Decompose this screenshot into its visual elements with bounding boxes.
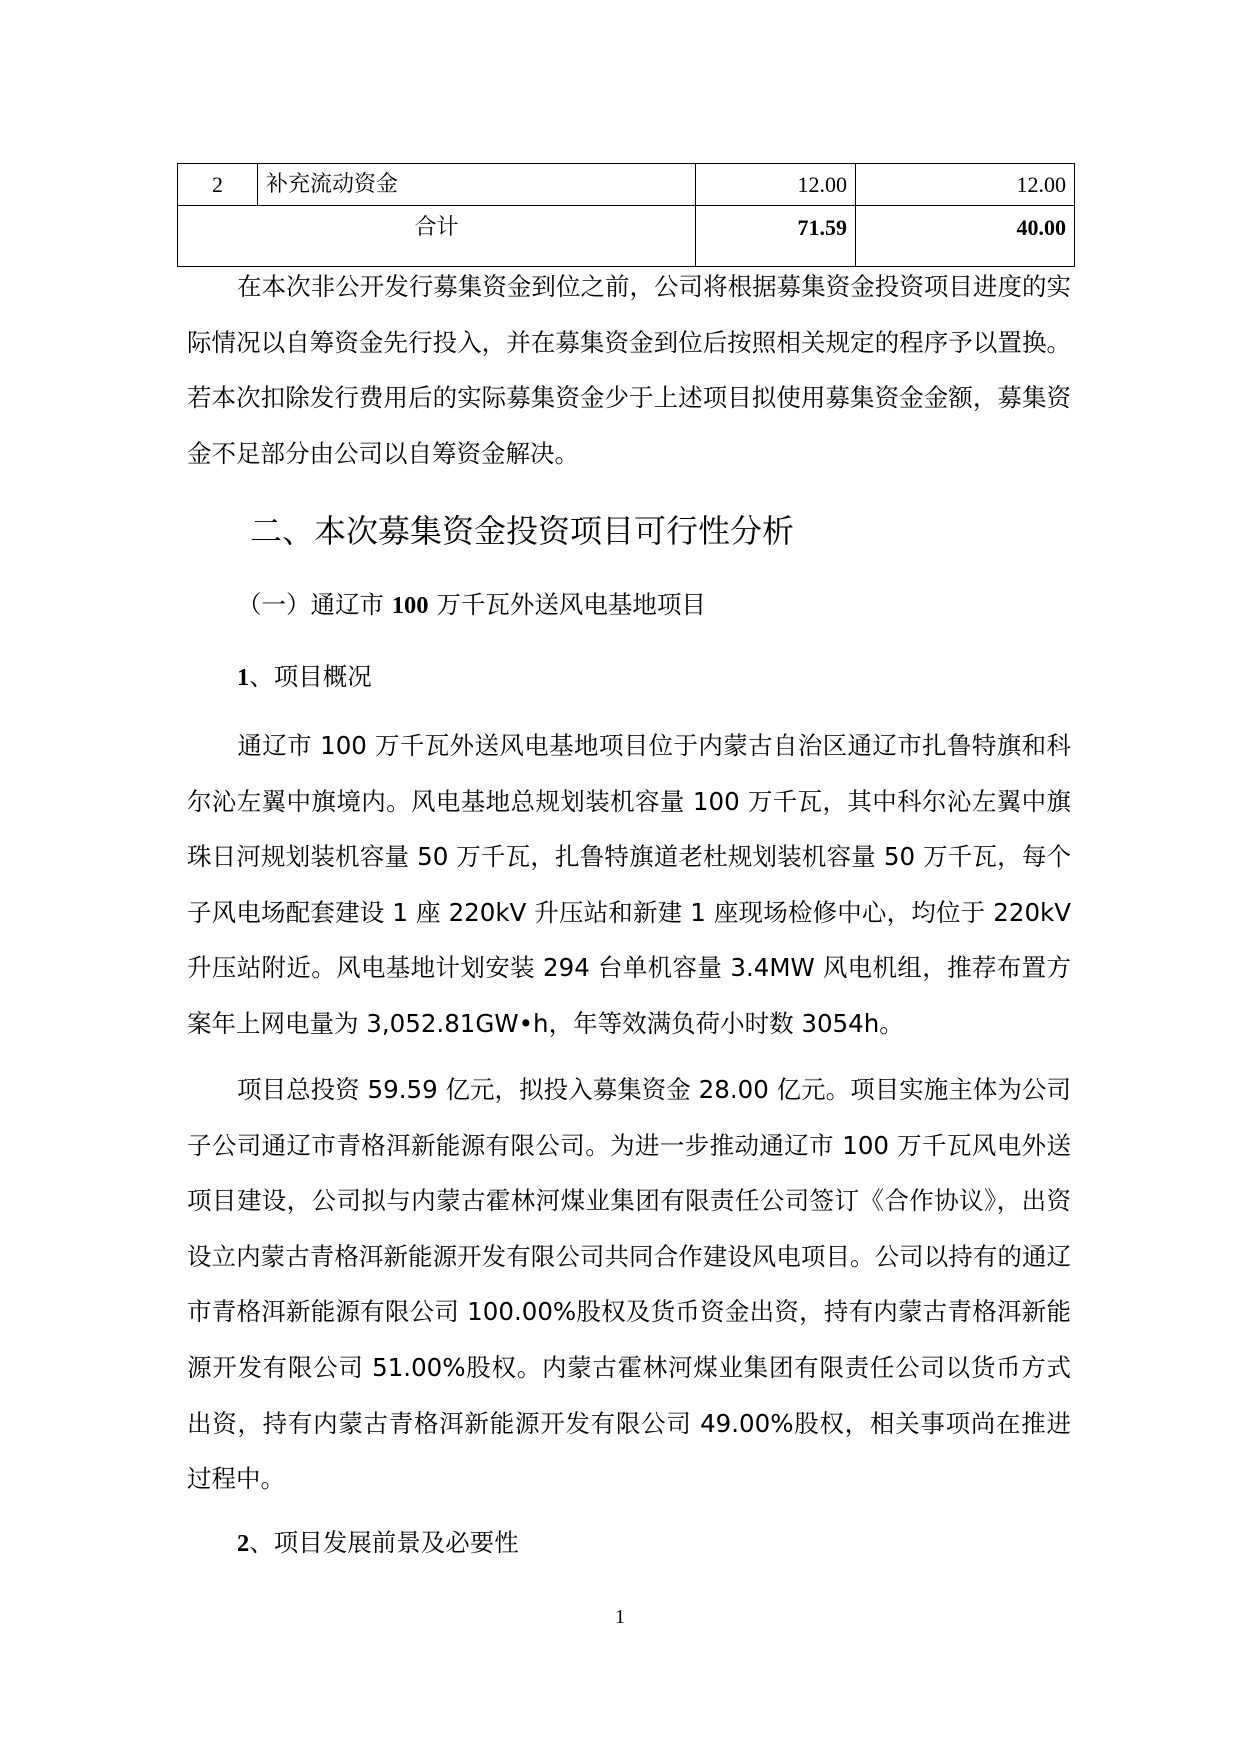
subsection-heading [237, 580, 706, 631]
total-investment-sum: 71.59 [696, 206, 856, 267]
table-row [178, 164, 1075, 206]
investment-paragraph-text: 项目总投资 59.59 亿元，拟投入募集资金 28.00 亿元。项目实施主体为公司子公司通辽市青格洱新能源有限公司。为进一步推动通辽市 100 万千瓦风电外送项目建设，公司拟与内蒙古霍林河煤业集团有限责任公司签订《合作协议》，出资设立内蒙古青格洱新能源开发有限公司共同合作建设风电项目。公司以持有的通辽市青格洱新能源有限公司 100.00%股权及货币资金出资，持有内蒙古青格洱新能源开发有限公司 51.00%股权。内蒙古霍林河煤业集团有限责任公司以货币方式出资，持有内蒙古青格洱新能源开发有限公司 49.00%股权，相关事项尚在推进过程中。 [187, 1075, 1071, 1494]
raised-funds-sum: 40.00 [856, 206, 1075, 267]
page-number: 1 [615, 1606, 625, 1628]
overview-paragraph [187, 718, 1071, 1052]
overview-paragraph-text: 通辽市 100 万千瓦外送风电基地项目位于内蒙古自治区通辽市扎鲁特旗和科尔沁左翼中旗境内。风电基地总规划装机容量 100 万千瓦，其中科尔沁左翼中旗珠日河规划装机容量 50 万千瓦，扎鲁特旗道老杜规划装机容量 50 万千瓦，每个子风电场配套建设 1 座 220kV 升压站和新建 1 座现场检修中心，均位于 220kV 升压站附近。风电基地计划安装 294 台单机容量 3.4MW 风电机组，推荐布置方案年上网电量为 3,052.81GW•h，年等效满负荷小时数 3054h。 [187, 731, 1071, 1038]
subsection-suffix: 万千瓦外送风电基地项目 [428, 590, 706, 619]
project-name: 补充流动资金 [258, 164, 696, 206]
item2-title: 、项目发展前景及必要性 [249, 1528, 519, 1557]
row-number: 2 [178, 164, 258, 206]
table-total-row [178, 206, 1075, 267]
item2-number: 2 [237, 1530, 250, 1557]
total-investment: 12.00 [696, 164, 856, 206]
item1-number: 1 [237, 664, 250, 691]
subsection-prefix: （一）通辽市 [237, 590, 392, 619]
raised-funds: 12.00 [856, 164, 1075, 206]
item1-title: 、项目概况 [249, 662, 372, 691]
total-label: 合计 [178, 206, 696, 267]
item1-heading [237, 652, 372, 703]
intro-paragraph-text: 在本次非公开发行募集资金到位之前，公司将根据募集资金投资项目进度的实际情况以自筹资金先行投入，并在募集资金到位后按照相关规定的程序予以置换。若本次扣除发行费用后的实际募集资金少于上述项目拟使用募集资金金额，募集资金不足部分由公司以自筹资金解决。 [187, 272, 1071, 468]
section-heading: 二、本次募集资金投资项目可行性分析 [250, 512, 795, 550]
subsection-number: 100 [391, 592, 429, 619]
investment-paragraph [187, 1062, 1071, 1507]
intro-paragraph [187, 259, 1071, 481]
funds-table [177, 163, 1075, 267]
item2-heading [237, 1518, 519, 1569]
